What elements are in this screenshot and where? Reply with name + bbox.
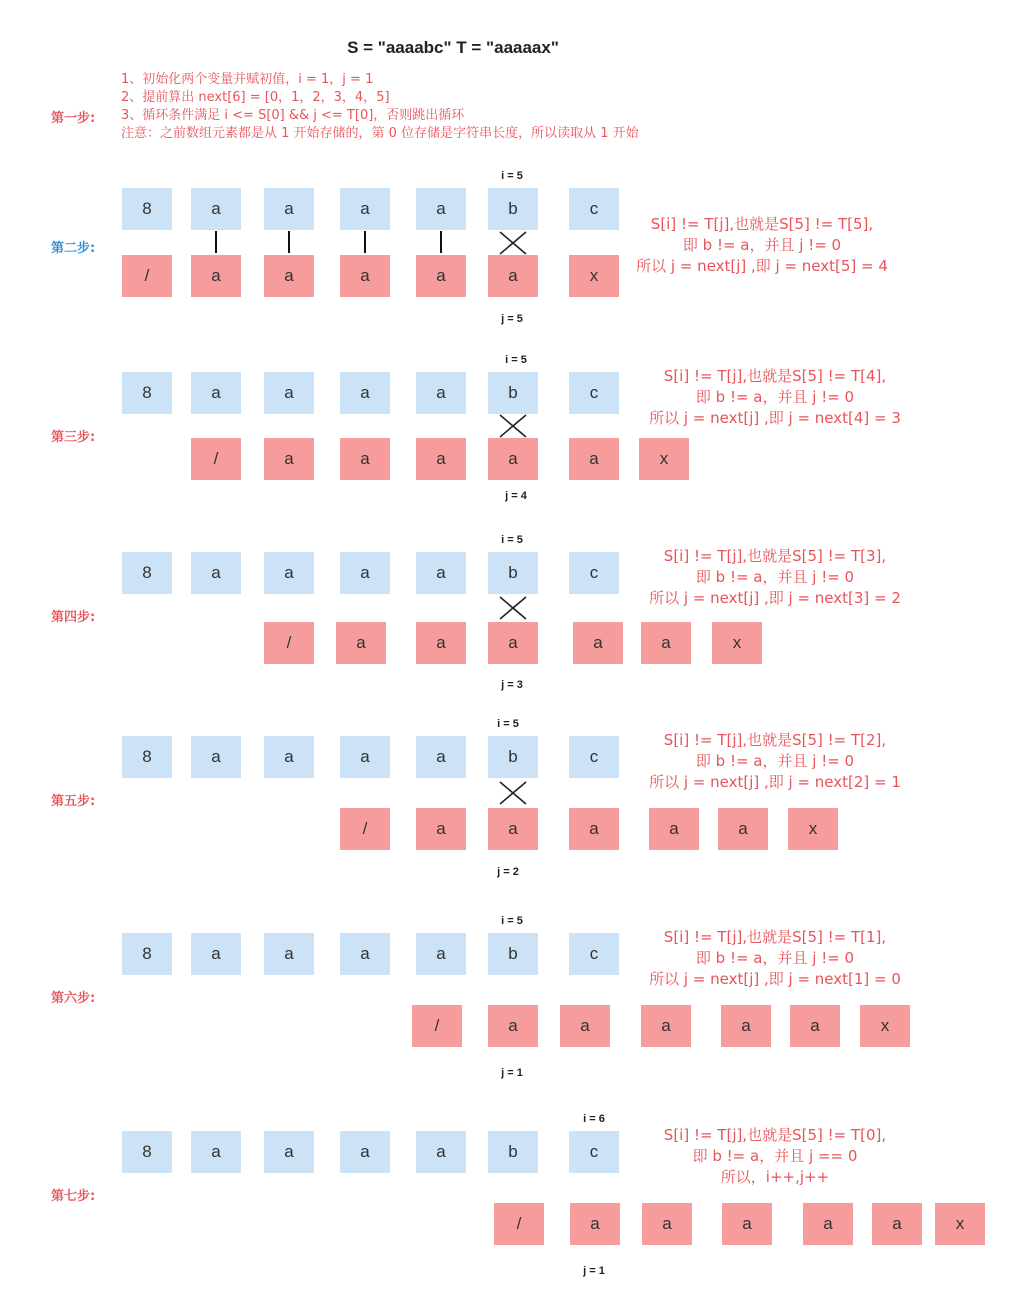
s-array-cell: a: [340, 736, 390, 778]
t-array-cell: x: [935, 1203, 985, 1245]
explanation-line: 即 b != a，并且 j != 0: [695, 949, 855, 967]
s-array-cell: 8: [122, 1131, 172, 1173]
step-explanation: [625, 546, 925, 609]
t-array-cell: a: [790, 1005, 840, 1047]
mismatch-cross: [498, 230, 528, 256]
t-array-cell: a: [803, 1203, 853, 1245]
t-array-cell: a: [416, 438, 466, 480]
s-array-cell: 8: [122, 552, 172, 594]
s-array-cell: a: [340, 372, 390, 414]
explanation-line: 所以 j = next[j] ,即 j = next[3] = 2: [649, 589, 901, 607]
s-array-cell: a: [340, 933, 390, 975]
t-array-cell: a: [721, 1005, 771, 1047]
s-array-cell: a: [264, 933, 314, 975]
match-line: [215, 231, 217, 253]
s-array-cell: c: [569, 736, 619, 778]
t-array-cell: a: [488, 808, 538, 850]
explanation-line: S[i] != T[j],也就是S[5] != T[0],: [663, 1126, 887, 1144]
s-array-cell: b: [488, 552, 538, 594]
s-array-cell: 8: [122, 372, 172, 414]
explanation-line: S[i] != T[j],也就是S[5] != T[2],: [663, 731, 887, 749]
t-array-cell: a: [416, 808, 466, 850]
explanation-line: 所以，i++,j++: [720, 1168, 830, 1186]
t-array-cell: /: [340, 808, 390, 850]
t-array-cell: a: [569, 438, 619, 480]
i-pointer-label: i = 5: [497, 718, 519, 730]
t-array-cell: a: [340, 255, 390, 297]
t-array-cell: x: [788, 808, 838, 850]
t-array-cell: a: [642, 1203, 692, 1245]
intro-line: 注意：之前数组元素都是从 1 开始存储的，第 0 位存储是字符串长度，所以读取从 1 开始: [121, 126, 639, 141]
s-array-cell: a: [340, 188, 390, 230]
s-array-cell: b: [488, 1131, 538, 1173]
t-array-cell: a: [264, 438, 314, 480]
i-pointer-label: i = 5: [501, 534, 523, 546]
t-array-cell: a: [718, 808, 768, 850]
s-array-cell: a: [416, 188, 466, 230]
explanation-line: S[i] != T[j],也就是S[5] != T[3],: [663, 547, 887, 565]
mismatch-cross: [498, 780, 528, 806]
t-array-cell: a: [649, 808, 699, 850]
s-array-cell: b: [488, 736, 538, 778]
s-array-cell: a: [264, 736, 314, 778]
explanation-line: S[i] != T[j],也就是S[5] != T[1],: [663, 928, 887, 946]
s-array-cell: a: [264, 552, 314, 594]
step-explanation: [625, 927, 925, 990]
step-explanation: [612, 214, 912, 277]
j-pointer-label: j = 1: [501, 1067, 523, 1079]
s-array-cell: a: [191, 933, 241, 975]
s-array-cell: b: [488, 372, 538, 414]
t-array-cell: a: [488, 1005, 538, 1047]
t-array-cell: x: [639, 438, 689, 480]
step-label: 第七步:: [51, 1189, 96, 1204]
t-array-cell: x: [860, 1005, 910, 1047]
step-label: 第二步:: [51, 241, 96, 256]
t-array-cell: /: [122, 255, 172, 297]
explanation-line: 即 b != a，并且 j != 0: [695, 388, 855, 406]
s-array-cell: a: [416, 933, 466, 975]
s-array-cell: a: [264, 1131, 314, 1173]
s-array-cell: a: [264, 188, 314, 230]
s-array-cell: a: [191, 552, 241, 594]
i-pointer-label: i = 5: [501, 170, 523, 182]
mismatch-cross: [498, 413, 528, 439]
t-array-cell: a: [573, 622, 623, 664]
j-pointer-label: j = 1: [583, 1265, 605, 1277]
t-array-cell: x: [712, 622, 762, 664]
step-label: 第六步:: [51, 991, 96, 1006]
t-array-cell: a: [336, 622, 386, 664]
s-array-cell: 8: [122, 933, 172, 975]
t-array-cell: a: [264, 255, 314, 297]
t-array-cell: a: [570, 1203, 620, 1245]
s-array-cell: c: [569, 552, 619, 594]
t-array-cell: /: [494, 1203, 544, 1245]
step-explanation: [625, 1125, 925, 1188]
t-array-cell: x: [569, 255, 619, 297]
t-array-cell: a: [641, 622, 691, 664]
explanation-line: 所以 j = next[j] ,即 j = next[2] = 1: [649, 773, 901, 791]
t-array-cell: a: [560, 1005, 610, 1047]
explanation-line: 所以 j = next[j] ,即 j = next[4] = 3: [649, 409, 901, 427]
t-array-cell: a: [488, 438, 538, 480]
j-pointer-label: j = 4: [505, 490, 527, 502]
explanation-line: S[i] != T[j],也就是S[5] != T[5],: [650, 215, 874, 233]
s-array-cell: a: [191, 188, 241, 230]
match-line: [288, 231, 290, 253]
s-array-cell: c: [569, 372, 619, 414]
s-array-cell: a: [340, 552, 390, 594]
t-array-cell: /: [191, 438, 241, 480]
s-array-cell: a: [264, 372, 314, 414]
match-line: [440, 231, 442, 253]
explanation-line: 所以 j = next[j] ,即 j = next[5] = 4: [636, 257, 888, 275]
explanation-line: S[i] != T[j],也就是S[5] != T[4],: [663, 367, 887, 385]
i-pointer-label: i = 6: [583, 1113, 605, 1125]
step-label: 第五步:: [51, 794, 96, 809]
t-array-cell: a: [416, 255, 466, 297]
explanation-line: 所以 j = next[j] ,即 j = next[1] = 0: [649, 970, 901, 988]
s-array-cell: c: [569, 188, 619, 230]
intro-text: [121, 71, 639, 143]
t-array-cell: a: [340, 438, 390, 480]
t-array-cell: a: [722, 1203, 772, 1245]
j-pointer-label: j = 2: [497, 866, 519, 878]
explanation-line: 即 b != a，并且 j != 0: [695, 752, 855, 770]
s-array-cell: a: [340, 1131, 390, 1173]
s-array-cell: a: [416, 552, 466, 594]
s-array-cell: a: [416, 736, 466, 778]
t-array-cell: /: [412, 1005, 462, 1047]
explanation-line: 即 b != a，并且 j == 0: [692, 1147, 858, 1165]
t-array-cell: a: [416, 622, 466, 664]
step-label-1: 第一步:: [51, 111, 96, 126]
t-array-cell: a: [569, 808, 619, 850]
intro-line: 2、提前算出 next[6] = [0，1，2，3，4，5]: [121, 90, 390, 105]
step-label: 第四步:: [51, 610, 96, 625]
i-pointer-label: i = 5: [505, 354, 527, 366]
s-array-cell: b: [488, 188, 538, 230]
step-explanation: [625, 730, 925, 793]
explanation-line: 即 b != a，并且 j != 0: [682, 236, 842, 254]
t-array-cell: a: [872, 1203, 922, 1245]
t-array-cell: /: [264, 622, 314, 664]
match-line: [364, 231, 366, 253]
s-array-cell: b: [488, 933, 538, 975]
step-explanation: [625, 366, 925, 429]
j-pointer-label: j = 5: [501, 313, 523, 325]
explanation-line: 即 b != a，并且 j != 0: [695, 568, 855, 586]
s-array-cell: 8: [122, 188, 172, 230]
s-array-cell: a: [416, 1131, 466, 1173]
mismatch-cross: [498, 595, 528, 621]
s-array-cell: a: [191, 1131, 241, 1173]
j-pointer-label: j = 3: [501, 679, 523, 691]
s-array-cell: a: [191, 736, 241, 778]
page-title: S = "aaaabc" T = "aaaaax": [347, 38, 559, 57]
s-array-cell: c: [569, 933, 619, 975]
intro-line: 1、初始化两个变量并赋初值，i = 1，j = 1: [121, 72, 374, 87]
s-array-cell: a: [416, 372, 466, 414]
s-array-cell: c: [569, 1131, 619, 1173]
s-array-cell: a: [191, 372, 241, 414]
i-pointer-label: i = 5: [501, 915, 523, 927]
t-array-cell: a: [488, 255, 538, 297]
intro-line: 3、循环条件满足 i <= S[0] && j <= T[0]，否则跳出循环: [121, 108, 465, 123]
t-array-cell: a: [641, 1005, 691, 1047]
t-array-cell: a: [488, 622, 538, 664]
t-array-cell: a: [191, 255, 241, 297]
step-label: 第三步:: [51, 430, 96, 445]
s-array-cell: 8: [122, 736, 172, 778]
